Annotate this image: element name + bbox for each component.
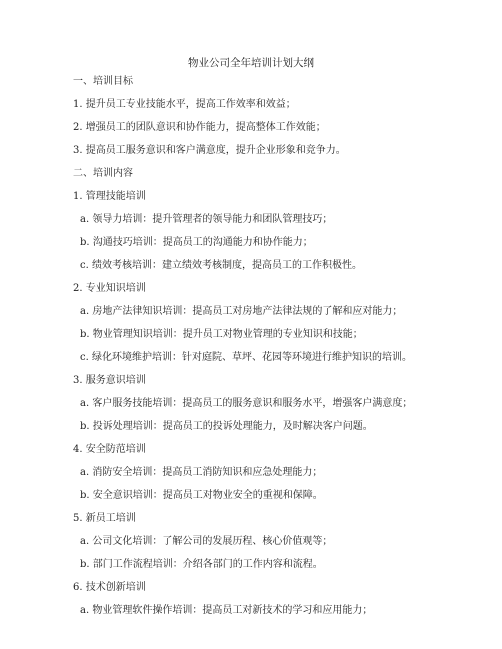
outline-item: 1. 管理技能培训 [73,191,146,202]
document-title: 物业公司全年培训计划大纲 [188,57,314,69]
outline-subitem: c. 绿化环境维护培训：针对庭院、草坪、花园等环境进行维护知识的培训。 [80,352,412,363]
outline-item: 6. 技术创新培训 [73,582,146,593]
outline-item: 3. 提高员工服务意识和客户满意度，提升企业形象和竞争力。 [73,145,346,156]
outline-subitem: b. 安全意识培训：提高员工对物业安全的重视和保障。 [80,490,323,501]
outline-subitem: b. 物业管理知识培训：提升员工对物业管理的专业知识和技能； [80,329,363,340]
outline-subitem: a. 消防安全培训：提高员工消防知识和应急处理能力； [80,467,323,478]
section-heading: 二、培训内容 [73,168,133,179]
outline-item: 4. 安全防范培训 [73,444,146,455]
outline-item: 3. 服务意识培训 [73,375,146,386]
outline-item: 2. 专业知识培训 [73,283,146,294]
outline-subitem: a. 物业管理软件操作培训：提高员工对新技术的学习和应用能力； [80,605,373,616]
outline-subitem: b. 投诉处理培训：提高员工的投诉处理能力，及时解决客户问题。 [80,421,373,432]
outline-subitem: a. 领导力培训：提升管理者的领导能力和团队管理技巧； [80,214,333,225]
outline-item: 2. 增强员工的团队意识和协作能力，提高整体工作效能； [73,122,326,133]
section-heading: 一、培训目标 [73,76,133,87]
outline-subitem: a. 公司文化培训：了解公司的发展历程、核心价值观等； [80,536,333,547]
outline-subitem: b. 部门工作流程培训：介绍各部门的工作内容和流程。 [80,559,323,570]
outline-subitem: c. 绩效考核培训：建立绩效考核制度，提高员工的工作积极性。 [80,260,362,271]
outline-subitem: a. 客户服务技能培训：提高员工的服务意识和服务水平，增强客户满意度； [80,398,413,409]
outline-item: 1. 提升员工专业技能水平，提高工作效率和效益； [73,99,296,110]
outline-item: 5. 新员工培训 [73,513,136,524]
outline-subitem: b. 沟通技巧培训：提高员工的沟通能力和协作能力； [80,237,313,248]
outline-subitem: a. 房地产法律知识培训：提高员工对房地产法律法规的了解和应对能力； [80,306,403,317]
